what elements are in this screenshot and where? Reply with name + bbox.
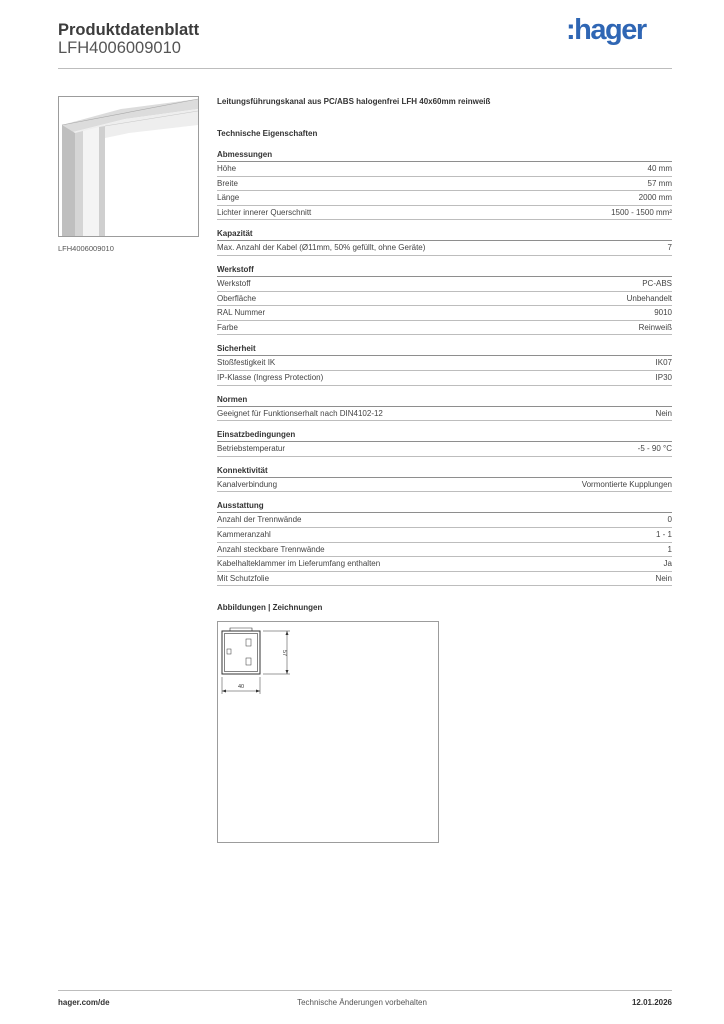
property-value: 1: [667, 544, 672, 554]
technical-drawing: [217, 621, 439, 843]
property-value: 2000 mm: [638, 193, 672, 203]
property-label: Länge: [217, 193, 240, 203]
property-section: [217, 395, 672, 422]
property-value: Nein: [655, 408, 672, 418]
property-label: Max. Anzahl der Kabel (Ø11mm, 50% gefüllt, ohne Geräte): [217, 243, 426, 253]
width-dimension: 40: [237, 684, 245, 691]
footer-disclaimer: Technische Änderungen vorbehalten: [297, 998, 427, 1007]
property-value: IK07: [655, 358, 672, 368]
property-label: Anzahl steckbare Trennwände: [217, 544, 325, 554]
property-label: Oberfläche: [217, 293, 257, 303]
property-value: 7: [667, 243, 672, 253]
article-number: LFH4006009010: [58, 39, 181, 57]
property-row: [217, 306, 672, 321]
property-row: [217, 191, 672, 206]
property-section: [217, 150, 672, 220]
property-row: [217, 513, 672, 528]
section-title: Normen: [217, 394, 248, 404]
property-value: PC-ABS: [642, 278, 672, 288]
property-value: Reinweiß: [638, 322, 672, 332]
property-section: [217, 501, 672, 586]
properties-list: [217, 150, 672, 586]
property-row: [217, 241, 672, 256]
section-title: Kapazität: [217, 229, 253, 239]
hager-logo: :hager: [566, 14, 646, 46]
property-section: [217, 265, 672, 335]
height-dimension: 57: [281, 650, 287, 657]
property-row: [217, 478, 672, 493]
product-content: [217, 97, 672, 843]
section-title: Abmessungen: [217, 150, 273, 159]
property-value: 1 - 1: [655, 529, 672, 539]
property-row: [217, 442, 672, 457]
property-value: IP30: [655, 372, 672, 382]
property-row: [217, 371, 672, 386]
property-section: [217, 466, 672, 493]
property-row: [217, 292, 672, 307]
property-label: Höhe: [217, 164, 237, 173]
property-value: Nein: [655, 573, 672, 583]
property-row: [217, 206, 672, 221]
footer-website: hager.com/de: [58, 998, 110, 1007]
header-divider: [58, 68, 672, 69]
property-row: [217, 557, 672, 572]
page-title: Produktdatenblatt: [58, 21, 200, 39]
footer-divider: [58, 990, 672, 991]
figures-heading: Abbildungen | Zeichnungen: [217, 603, 323, 613]
property-label: Mit Schutzfolie: [217, 573, 270, 583]
property-section: [217, 344, 672, 385]
property-label: Breite: [217, 178, 238, 188]
property-label: Werkstoff: [217, 278, 251, 288]
property-label: Lichter innerer Querschnitt: [217, 207, 312, 217]
property-label: Betriebstemperatur: [217, 444, 286, 454]
property-label: RAL Nummer: [217, 308, 266, 318]
product-image-caption: LFH4006009010: [58, 244, 114, 253]
property-value: Unbehandelt: [626, 293, 672, 303]
property-row: [217, 543, 672, 558]
property-label: Stoßfestigkeit IK: [217, 358, 276, 368]
property-label: Kammeranzahl: [217, 529, 271, 539]
section-title: Werkstoff: [217, 264, 254, 274]
property-label: Kabelhalteklammer im Lieferumfang enthalten: [217, 559, 381, 569]
property-row: [217, 177, 672, 192]
property-label: IP-Klasse (Ingress Protection): [217, 372, 324, 382]
property-value: 40 mm: [647, 164, 672, 173]
property-section: [217, 229, 672, 256]
technical-properties-heading: Technische Eigenschaften: [217, 129, 318, 138]
property-label: Anzahl der Trennwände: [217, 515, 302, 525]
property-label: Farbe: [217, 322, 238, 332]
product-image: [58, 96, 199, 237]
property-label: Kanalverbindung: [217, 479, 278, 489]
property-row: [217, 572, 672, 587]
section-title: Ausstattung: [217, 501, 264, 511]
section-title: Konnektivität: [217, 465, 268, 475]
property-value: 0: [667, 515, 672, 525]
property-row: [217, 356, 672, 371]
property-row: [217, 407, 672, 422]
footer-date: 12.01.2026: [631, 998, 672, 1007]
property-row: [217, 528, 672, 543]
product-description: Leitungsführungskanal aus PC/ABS halogenfrei LFH 40x60mm reinweiß: [217, 97, 491, 106]
property-row: [217, 321, 672, 336]
section-title: Sicherheit: [217, 344, 256, 354]
property-value: 1500 - 1500 mm²: [611, 207, 672, 217]
property-row: [217, 162, 672, 177]
property-value: Ja: [663, 559, 672, 569]
property-section: [217, 430, 672, 457]
property-value: 57 mm: [647, 178, 672, 188]
property-row: [217, 277, 672, 292]
property-value: -5 - 90 °C: [637, 444, 672, 454]
dimension-drawing: [218, 622, 438, 842]
property-value: 9010: [654, 308, 672, 318]
section-title: Einsatzbedingungen: [217, 430, 296, 440]
property-value: Vormontierte Kupplungen: [581, 479, 672, 489]
property-label: Geeignet für Funktionserhalt nach DIN4102-12: [217, 408, 383, 418]
